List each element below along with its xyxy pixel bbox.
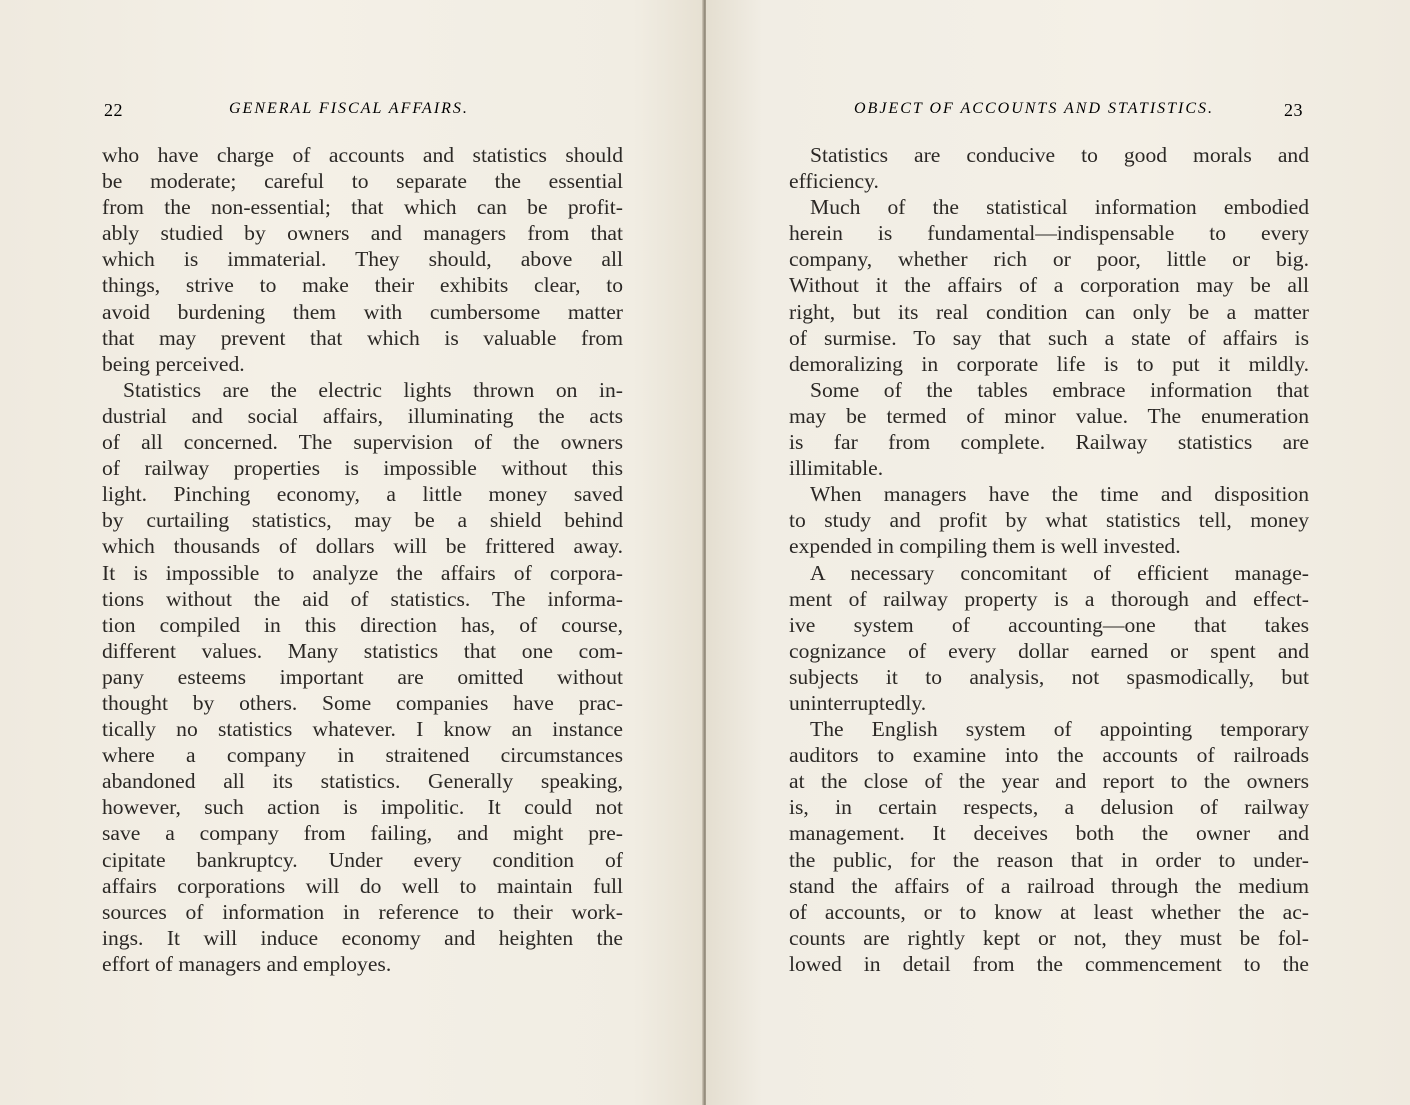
text-line: which is immaterial. They should, above all xyxy=(102,247,623,272)
text-line: The English system of appointing temporary xyxy=(810,717,1309,742)
text-line: demoralizing in corporate life is to put it mildly. xyxy=(789,351,1309,376)
text-line: right, but its real condition can only be a matter xyxy=(789,299,1309,324)
text-line: ings. It will induce economy and heighten the xyxy=(102,925,623,950)
text-line: thought by others. Some companies have prac- xyxy=(102,690,623,715)
running-head: GENERAL FISCAL AFFAIRS. xyxy=(229,100,469,117)
text-line: lowed in detail from the commencement to the xyxy=(789,951,1309,976)
page-number: 23 xyxy=(1284,100,1303,120)
right-page xyxy=(706,0,1410,1105)
text-line: pany esteems important are omitted without xyxy=(102,664,623,689)
page-number: 22 xyxy=(104,100,123,120)
text-line: is, in certain respects, a delusion of railway xyxy=(789,795,1309,820)
text-line: who have charge of accounts and statistics should xyxy=(102,143,623,167)
text-line: which thousands of dollars will be frittered away. xyxy=(102,534,623,559)
text-line: from the non-essential; that which can be profit- xyxy=(102,195,623,220)
text-line: When managers have the time and disposition xyxy=(810,482,1309,507)
text-line: It is impossible to analyze the affairs of corpora- xyxy=(102,560,623,585)
text-line: stand the affairs of a railroad through the medium xyxy=(789,873,1309,898)
text-line: Much of the statistical information embodied xyxy=(810,195,1309,220)
text-line: sources of information in reference to their work- xyxy=(102,899,623,924)
text-line: may be termed of minor value. The enumeration xyxy=(789,403,1309,428)
text-line: to study and profit by what statistics tell, money xyxy=(789,508,1309,533)
text-line: uninterruptedly. xyxy=(789,690,927,715)
text-line: efficiency. xyxy=(789,169,879,194)
text-line: that may prevent that which is valuable from xyxy=(102,325,623,350)
text-line: ive system of accounting—one that takes xyxy=(789,612,1309,637)
text-line: tions without the aid of statistics. The informa- xyxy=(102,586,623,611)
text-line: of accounts, or to know at least whether the ac- xyxy=(789,899,1309,924)
text-line: of all concerned. The supervision of the owners xyxy=(102,430,623,455)
text-line: counts are rightly kept or not, they must be fol- xyxy=(789,925,1309,950)
text-line: auditors to examine into the accounts of railroads xyxy=(789,743,1309,768)
text-line: expended in compiling them is well invested. xyxy=(789,534,1181,559)
text-line: by curtailing statistics, may be a shield behind xyxy=(102,508,623,533)
text-line: tically no statistics whatever. I know an instance xyxy=(102,717,623,742)
text-line: affairs corporations will do well to maintain full xyxy=(102,873,623,898)
text-line: Some of the tables embrace information that xyxy=(810,377,1309,402)
text-line: management. It deceives both the owner and xyxy=(789,821,1309,846)
body-text xyxy=(102,142,623,977)
text-line: subjects it to analysis, not spasmodically, but xyxy=(789,664,1309,689)
text-line: effort of managers and employes. xyxy=(102,951,392,976)
text-line: things, strive to make their exhibits clear, to xyxy=(102,273,623,298)
text-line: herein is fundamental—indispensable to every xyxy=(789,221,1309,246)
text-line: cognizance of every dollar earned or spent and xyxy=(789,638,1309,663)
text-line: where a company in straitened circumstances xyxy=(102,743,623,768)
text-line: cipitate bankruptcy. Under every condition of xyxy=(102,847,623,872)
text-line: A necessary concomitant of efficient manage- xyxy=(810,560,1309,585)
text-line: of surmise. To say that such a state of affairs is xyxy=(789,325,1309,350)
text-line: however, such action is impolitic. It could not xyxy=(102,795,623,820)
text-line: ably studied by owners and managers from that xyxy=(102,221,623,246)
text-line: the public, for the reason that in order to under- xyxy=(789,847,1309,872)
text-line: avoid burdening them with cumbersome matter xyxy=(102,299,623,324)
text-line: at the close of the year and report to the owners xyxy=(789,769,1309,794)
text-line: illimitable. xyxy=(789,456,884,481)
text-line: different values. Many statistics that one com- xyxy=(102,638,623,663)
text-line: of railway properties is impossible without this xyxy=(102,456,623,481)
running-head: OBJECT OF ACCOUNTS AND STATISTICS. xyxy=(854,100,1215,117)
text-line: ment of railway property is a thorough and effect- xyxy=(789,586,1309,611)
text-line: tion compiled in this direction has, of course, xyxy=(102,612,623,637)
text-line: Without it the affairs of a corporation may be all xyxy=(789,273,1309,298)
text-line: dustrial and social affairs, illuminating the acts xyxy=(102,403,623,428)
text-line: light. Pinching economy, a little money saved xyxy=(102,482,623,507)
text-line: Statistics are conducive to good morals and xyxy=(810,143,1309,167)
left-page xyxy=(0,0,704,1105)
text-line: be moderate; careful to separate the essential xyxy=(102,169,623,194)
body-text xyxy=(789,142,1309,977)
text-line: save a company from failing, and might pre- xyxy=(102,821,623,846)
text-line: is far from complete. Railway statistics are xyxy=(789,430,1309,455)
text-line: Statistics are the electric lights thrown on in- xyxy=(123,377,623,402)
text-line: being perceived. xyxy=(102,351,245,376)
text-line: abandoned all its statistics. Generally speaking, xyxy=(102,769,623,794)
text-line: company, whether rich or poor, little or big. xyxy=(789,247,1309,272)
